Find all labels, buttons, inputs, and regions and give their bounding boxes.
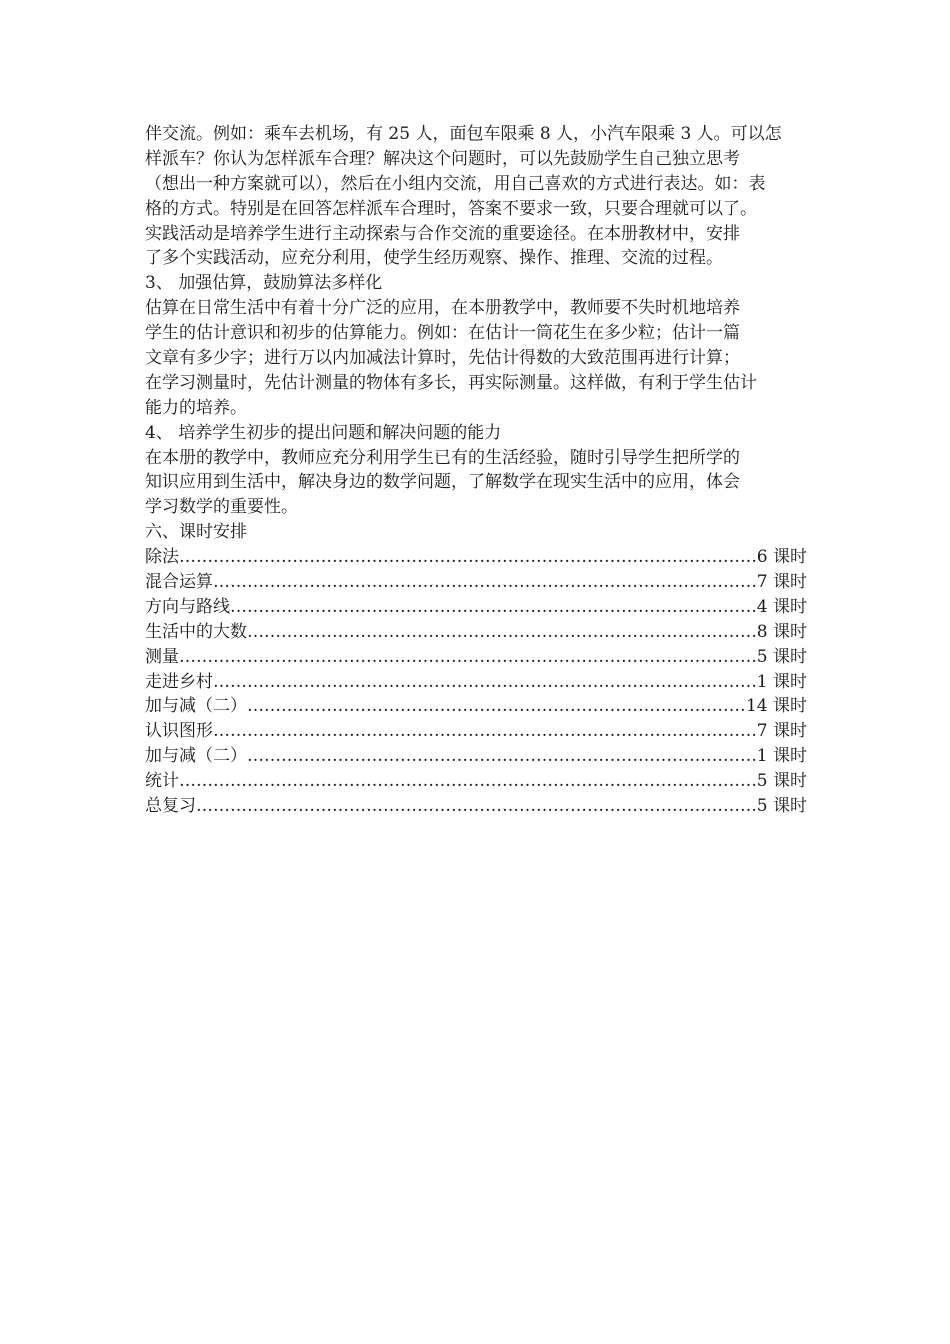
text-line: 学生的估计意识和初步的估算能力。例如：在估计一筒花生在多少粒；估计一篇 <box>145 323 740 344</box>
text-line: 格的方式。特别是在回答怎样派车合理时，答案不要求一致，只要合理就可以了。 <box>145 198 757 219</box>
dot-leader <box>213 670 757 695</box>
schedule-unit-hours: 1 课时 <box>756 671 807 692</box>
schedule-unit-hours: 5 课时 <box>756 796 807 817</box>
text-line: 了多个实践活动，应充分利用，使学生经历观察、操作、推理、交流的过程。 <box>145 248 723 269</box>
schedule-unit-hours: 14 课时 <box>745 696 807 717</box>
schedule-unit-name: 混合运算 <box>145 572 213 593</box>
dot-leader <box>213 570 757 595</box>
schedule-row <box>145 645 807 670</box>
schedule-unit-hours: 5 课时 <box>756 771 807 792</box>
document-page <box>145 122 807 819</box>
schedule-row <box>145 670 807 695</box>
section-heading-6: 六、课时安排 <box>145 522 247 543</box>
section-heading-4: 4、 培养学生初步的提出问题和解决问题的能力 <box>145 422 502 443</box>
schedule-unit-name: 测量 <box>145 646 179 667</box>
text-line: 实践活动是培养学生进行主动探索与合作交流的重要途径。在本册教材中，安排 <box>145 223 740 244</box>
text-line: 能力的培养。 <box>145 397 247 418</box>
schedule-row <box>145 570 807 595</box>
text-line: 在本册的教学中，教师应充分利用学生已有的生活经验，随时引导学生把所学的 <box>145 447 740 468</box>
schedule-row <box>145 719 807 744</box>
schedule-unit-hours: 7 课时 <box>756 721 807 742</box>
schedule-unit-name: 除法 <box>145 547 179 568</box>
schedule-row <box>145 694 807 719</box>
section-heading-3: 3、 加强估算，鼓励算法多样化 <box>145 273 383 294</box>
schedule-unit-hours: 6 课时 <box>756 547 807 568</box>
schedule-unit-hours: 8 课时 <box>756 621 807 642</box>
dot-leader <box>230 595 757 620</box>
dot-leader <box>179 545 757 570</box>
schedule-row <box>145 744 807 769</box>
schedule-unit-name: 认识图形 <box>145 721 213 742</box>
schedule-unit-name: 方向与路线 <box>145 596 230 617</box>
text-line: 知识应用到生活中，解决身边的数学问题，了解数学在现实生活中的应用，体会 <box>145 472 740 493</box>
schedule-unit-name: 走进乡村 <box>145 671 213 692</box>
schedule-unit-hours: 4 课时 <box>756 596 807 617</box>
dot-leader <box>247 620 757 645</box>
dot-leader <box>247 694 746 719</box>
text-line: 在学习测量时，先估计测量的物体有多长，再实际测量。这样做，有利于学生估计 <box>145 372 757 393</box>
schedule-unit-name: 加与减（二） <box>145 696 247 717</box>
dot-leader <box>179 769 757 794</box>
text-line: 文章有多少字；进行万以内加减法计算时，先估计得数的大致范围再进行计算； <box>145 348 740 369</box>
dot-leader <box>247 744 757 769</box>
schedule-unit-hours: 7 课时 <box>756 572 807 593</box>
schedule-list <box>145 545 807 819</box>
schedule-unit-hours: 1 课时 <box>756 746 807 767</box>
dot-leader <box>196 794 757 819</box>
schedule-row <box>145 620 807 645</box>
schedule-unit-name: 加与减（二） <box>145 746 247 767</box>
schedule-unit-name: 总复习 <box>145 796 196 817</box>
schedule-row <box>145 595 807 620</box>
schedule-unit-hours: 5 课时 <box>756 646 807 667</box>
text-line: （想出一种方案就可以），然后在小组内交流，用自己喜欢的方式进行表达。如：表 <box>145 173 766 194</box>
body-text <box>145 122 807 545</box>
schedule-unit-name: 统计 <box>145 771 179 792</box>
schedule-row <box>145 794 807 819</box>
text-line: 估算在日常生活中有着十分广泛的应用，在本册教学中，教师要不失时机地培养 <box>145 298 740 319</box>
text-line: 伴交流。例如：乘车去机场，有 25 人，面包车限乘 8 人，小汽车限乘 3 人。可以怎 <box>145 124 782 144</box>
dot-leader <box>179 645 757 670</box>
text-line: 学习数学的重要性。 <box>145 497 298 518</box>
dot-leader <box>213 719 757 744</box>
schedule-unit-name: 生活中的大数 <box>145 621 247 642</box>
schedule-row <box>145 545 807 570</box>
schedule-row <box>145 769 807 794</box>
text-line: 样派车？你认为怎样派车合理？解决这个问题时，可以先鼓励学生自己独立思考 <box>145 148 740 169</box>
